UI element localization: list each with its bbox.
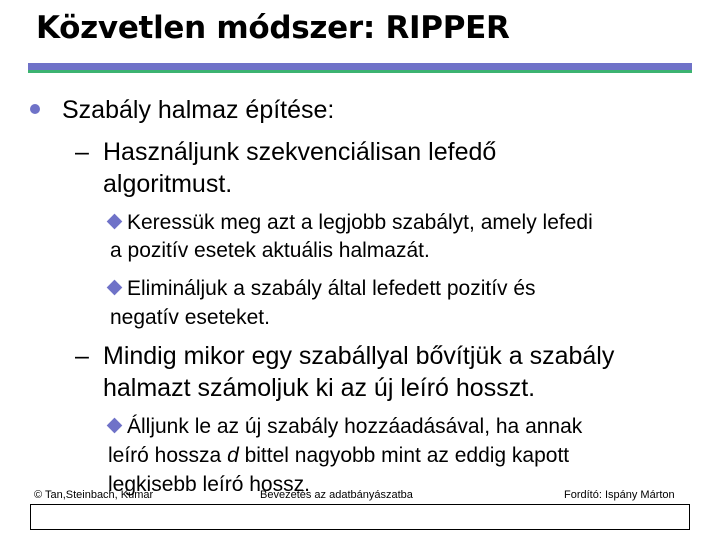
footer-course: Bevezetés az adatbányászatba <box>260 489 413 501</box>
diamond-bullet-icon <box>107 214 123 230</box>
sub1-line-2: a pozitív esetek aktuális halmazát. <box>110 239 430 262</box>
footer-box <box>30 504 690 530</box>
sub1-line-1 <box>108 208 593 237</box>
dash1-line-1: Használjunk szekvenciálisan lefedő <box>103 138 497 166</box>
sub3-text-2b: bittel nagyobb mint az eddig kapott <box>238 444 570 467</box>
dash-marker: – <box>75 138 89 166</box>
footer-authors: © Tan,Steinbach, Kumar <box>34 489 154 501</box>
sub1-text-1: Keressük meg azt a legjobb szabályt, amely lefedi <box>127 211 593 234</box>
footer-translator: Fordító: Ispány Márton <box>564 489 675 501</box>
sub3-line-2 <box>108 441 569 470</box>
sub3-text-2-italic: d <box>227 444 239 467</box>
slide-title: Közvetlen módszer: RIPPER <box>36 10 510 46</box>
sub3-text-1: Álljunk le az új szabály hozzáadásával, ha annak <box>127 415 583 438</box>
title-rule-green <box>28 70 692 73</box>
bullet-text: Szabály halmaz építése: <box>62 96 335 124</box>
sub2-line-2: negatív eseteket. <box>110 306 270 329</box>
dash2-line-2: halmazt számoljuk ki az új leíró hosszt. <box>103 374 536 402</box>
dash2-line-1: Mindig mikor egy szabállyal bővítjük a szabály <box>103 342 615 370</box>
dash1-line-2: algoritmust. <box>103 170 233 198</box>
diamond-bullet-icon <box>107 280 123 296</box>
sub2-line-1 <box>108 274 536 303</box>
sub3-text-2a: leíró hossza <box>108 444 228 467</box>
dash-marker: – <box>75 342 89 370</box>
bullet-dot-icon <box>30 104 40 114</box>
diamond-bullet-icon <box>107 418 123 434</box>
sub3-line-3: legkisebb leíró hossz. <box>108 473 310 496</box>
title-rule-blue <box>28 63 692 70</box>
sub2-text-1: Elimináljuk a szabály által lefedett pozitív és <box>127 277 536 300</box>
sub3-line-1 <box>108 412 582 441</box>
